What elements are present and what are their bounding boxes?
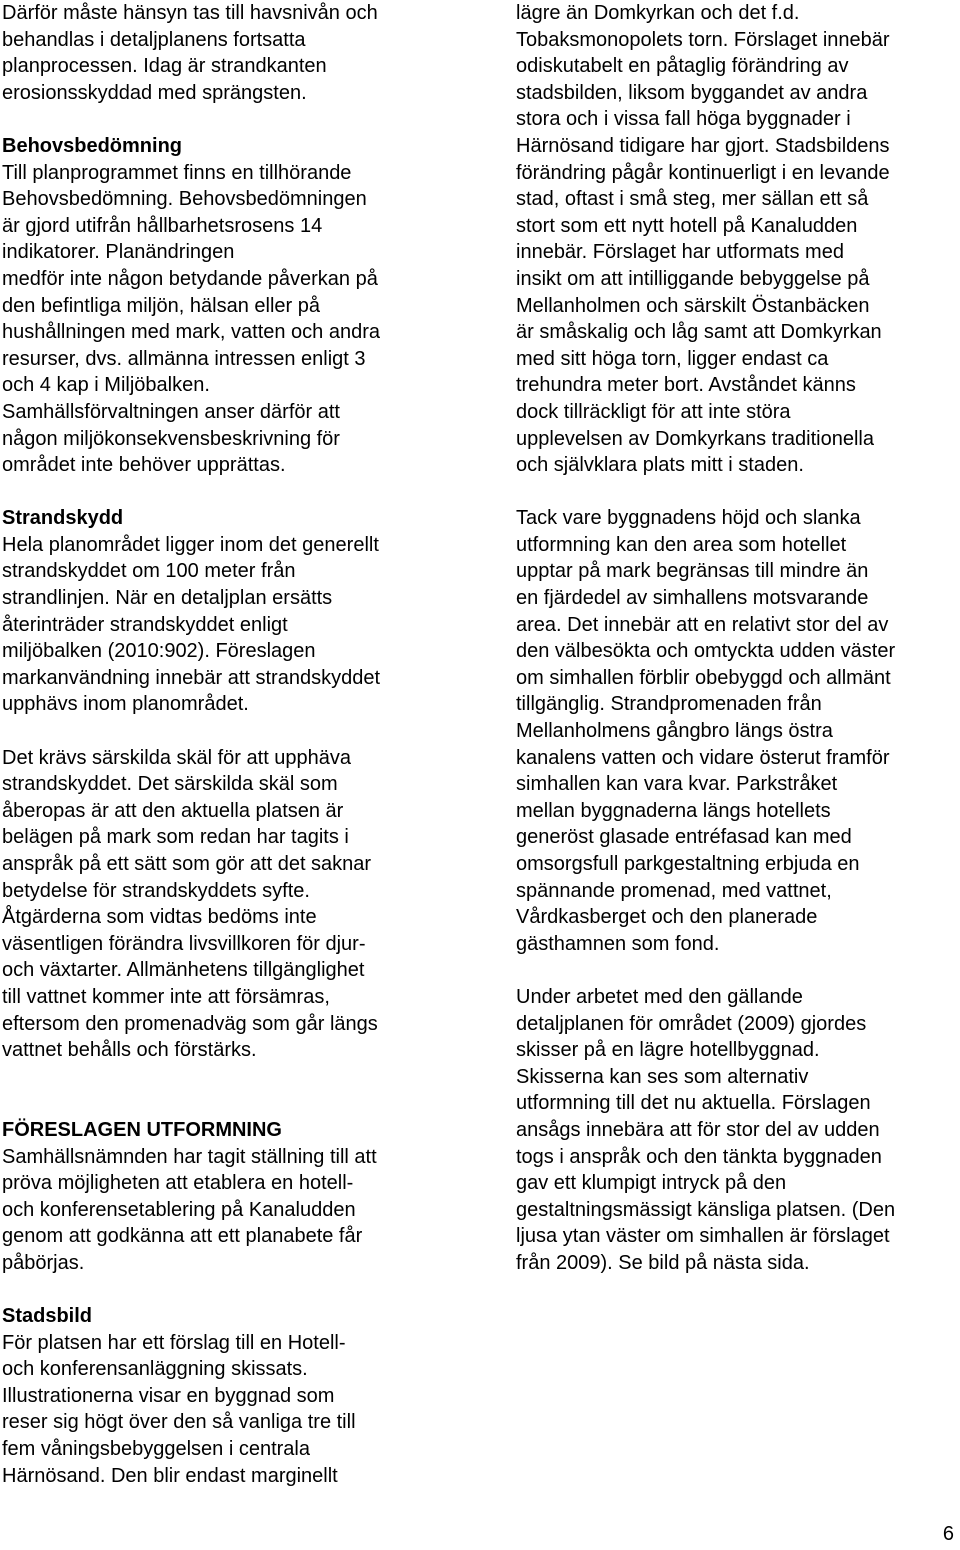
text-line: togs i anspråk och den tänkta byggnaden: [516, 1145, 882, 1168]
text-line: indikatorer. Planändringen: [2, 241, 235, 264]
text-line: simhallen kan vara kvar. Parkstråket: [516, 773, 838, 796]
text-line: erosionsskyddad med sprängsten.: [2, 81, 307, 104]
text-line: utformning kan den area som hotellet: [516, 533, 847, 556]
text-line: Illustrationerna visar en byggnad som: [2, 1384, 335, 1407]
text-line: och självklara plats mitt i staden.: [516, 454, 804, 477]
paragraph-gap: [2, 1064, 457, 1091]
text-line: utformning till det nu aktuella. Förslagen: [516, 1092, 871, 1115]
text-line: strandskyddet om 100 meter från: [2, 560, 296, 583]
text-line: kanalens vatten och vidare österut framför: [516, 746, 890, 769]
text-line: förändring pågår kontinuerligt i en levande: [516, 161, 890, 184]
text-line: markanvändning innebär att strandskyddet: [2, 666, 381, 689]
text-line: genom att godkänna att ett planabete får: [2, 1225, 363, 1248]
text-line: omsorgsfull parkgestaltning erbjuda en: [516, 853, 860, 875]
text-line: pröva möjligheten att etablera en hotell-: [2, 1172, 354, 1195]
text-line: generöst glasade entréfasad kan med: [516, 826, 852, 849]
text-line: Mellanholmens gångbro längs östra: [516, 720, 833, 743]
text-line: Därför måste hänsyn tas till havsnivån och: [2, 2, 378, 24]
text-line: om simhallen förblir obebyggd och allmänt: [516, 666, 891, 689]
text-line: Samhällsnämnden har tagit ställning till att: [2, 1145, 377, 1168]
text-line: lägre än Domkyrkan och det f.d.: [516, 2, 800, 24]
section-heading: Behovsbedömning: [2, 134, 183, 157]
text-line: upphävs inom planområdet.: [2, 693, 249, 716]
paragraph-gap: [2, 479, 457, 506]
text-line: dock tillräckligt för att inte störa: [516, 400, 791, 423]
text-line: fem våningsbebyggelsen i centrala: [2, 1438, 310, 1461]
right-column: [516, 0, 956, 1277]
text-line: miljöbalken (2010:902). Föreslagen: [2, 640, 316, 663]
text-line: väsentligen förändra livsvillkoren för djur-: [2, 932, 366, 955]
text-line: Härnösand tidigare har gjort. Stadsbildens: [516, 134, 890, 157]
text-line: till vattnet kommer inte att försämras,: [2, 985, 330, 1008]
text-line: Tack vare byggnadens höjd och slanka: [516, 507, 861, 530]
text-line: hushållningen med mark, vatten och andra: [2, 321, 381, 344]
text-line: upplevelsen av Domkyrkans traditionella: [516, 427, 874, 450]
text-line: trehundra meter bort. Avståndet känns: [516, 374, 856, 397]
text-line: påbörjas.: [2, 1251, 85, 1274]
left-column: [2, 0, 457, 1489]
text-line: en fjärdedel av simhallens motsvarande: [516, 587, 869, 610]
text-line: area. Det innebär att en relativt stor del av: [516, 613, 889, 636]
text-line: Samhällsförvaltningen anser därför att: [2, 400, 340, 423]
paragraph-gap: [516, 479, 956, 506]
paragraph-gap: [2, 718, 457, 745]
text-line: ljusa ytan väster om simhallen är förslaget: [516, 1225, 890, 1248]
paragraph-gap: [516, 957, 956, 984]
paragraph-gap: [2, 1277, 457, 1304]
text-line: Under arbetet med den gällande: [516, 985, 803, 1008]
text-line: Mellanholmen och särskilt Östanbäcken: [516, 294, 870, 317]
text-line: den välbesökta och omtyckta udden väster: [516, 640, 896, 663]
section-heading: Strandskydd: [2, 507, 124, 530]
text-line: detaljplanen för området (2009) gjordes: [516, 1012, 867, 1035]
text-line: innebär. Förslaget har utformats med: [516, 241, 844, 264]
text-line: skisser på en lägre hotellbyggnad.: [516, 1039, 820, 1062]
text-line: den befintliga miljön, hälsan eller på: [2, 294, 320, 317]
text-line: från 2009). Se bild på nästa sida.: [516, 1251, 810, 1274]
text-line: Till planprogrammet finns en tillhörande: [2, 161, 352, 184]
text-line: och konferensanläggning skissats.: [2, 1358, 308, 1381]
text-line: insikt om att intilliggande bebyggelse på: [516, 267, 870, 290]
text-line: upptar på mark begränsas till mindre än: [516, 560, 869, 583]
text-line: gästhamnen som fond.: [516, 932, 720, 955]
page-number: 6: [942, 1523, 954, 1545]
section-heading: FÖRESLAGEN UTFORMNING: [2, 1118, 282, 1141]
text-line: och växtarter. Allmänhetens tillgänglighet: [2, 959, 365, 982]
text-line: är småskalig och låg samt att Domkyrkan: [516, 321, 882, 344]
text-line: belägen på mark som redan har tagits i: [2, 826, 349, 849]
text-line: stadsbilden, liksom byggandet av andra: [516, 81, 868, 104]
text-line: medför inte någon betydande påverkan på: [2, 267, 378, 290]
text-line: någon miljökonsekvensbeskrivning för: [2, 427, 340, 450]
paragraph-gap: [2, 106, 457, 133]
text-line: vattnet behålls och förstärks.: [2, 1039, 257, 1062]
text-line: Åtgärderna som vidtas bedöms inte: [2, 906, 317, 929]
section-heading: Stadsbild: [2, 1305, 93, 1328]
text-line: Behovsbedömning. Behovsbedömningen: [2, 188, 367, 211]
paragraph-gap: [2, 1090, 457, 1117]
text-line: stora och i vissa fall höga byggnader i: [516, 108, 851, 131]
text-line: Hela planområdet ligger inom det generellt: [2, 533, 379, 556]
text-line: Det krävs särskilda skäl för att upphäva: [2, 746, 352, 769]
text-line: Tobaksmonopolets torn. Förslaget innebär: [516, 28, 890, 51]
text-line: reser sig högt över den så vanliga tre till: [2, 1411, 356, 1434]
text-line: gav ett klumpigt intryck på den: [516, 1172, 787, 1195]
text-line: Skisserna kan ses som alternativ: [516, 1065, 809, 1088]
text-line: gestaltningsmässigt känsliga platsen. (Den: [516, 1198, 896, 1221]
text-line: eftersom den promenadväg som går längs: [2, 1012, 378, 1035]
text-line: betydelse för strandskyddets syfte.: [2, 879, 310, 902]
text-line: ansågs innebära att för stor del av udden: [516, 1118, 880, 1141]
text-line: planprocessen. Idag är strandkanten: [2, 55, 327, 78]
text-line: är gjord utifrån hållbarhetsrosens 14: [2, 214, 323, 237]
text-line: tillgänglig. Strandpromenaden från: [516, 693, 822, 716]
text-line: Härnösand. Den blir endast marginellt: [2, 1464, 338, 1487]
text-line: området inte behöver upprättas.: [2, 454, 286, 477]
text-line: strandskyddet. Det särskilda skäl som: [2, 773, 338, 796]
text-line: spännande promenad, med vattnet,: [516, 879, 832, 902]
text-line: stad, oftast i små steg, mer sällan ett så: [516, 188, 869, 211]
text-line: återinträder strandskyddet enligt: [2, 613, 288, 636]
text-line: med sitt höga torn, ligger endast ca: [516, 347, 829, 370]
text-line: och konferensetablering på Kanaludden: [2, 1198, 356, 1221]
text-line: och 4 kap i Miljöbalken.: [2, 374, 210, 397]
text-line: strandlinjen. När en detaljplan ersätts: [2, 587, 333, 610]
text-line: anspråk på ett sätt som gör att det saknar: [2, 853, 372, 875]
text-line: mellan byggnaderna längs hotellets: [516, 799, 831, 822]
text-line: åberopas är att den aktuella platsen är: [2, 799, 344, 822]
text-line: odiskutabelt en påtaglig förändring av: [516, 55, 849, 78]
text-line: Vårdkasberget och den planerade: [516, 906, 818, 929]
text-line: För platsen har ett förslag till en Hotell-: [2, 1331, 346, 1354]
text-line: stort som ett nytt hotell på Kanaludden: [516, 214, 858, 237]
text-line: behandlas i detaljplanens fortsatta: [2, 28, 306, 51]
text-line: resurser, dvs. allmänna intressen enligt 3: [2, 347, 366, 370]
